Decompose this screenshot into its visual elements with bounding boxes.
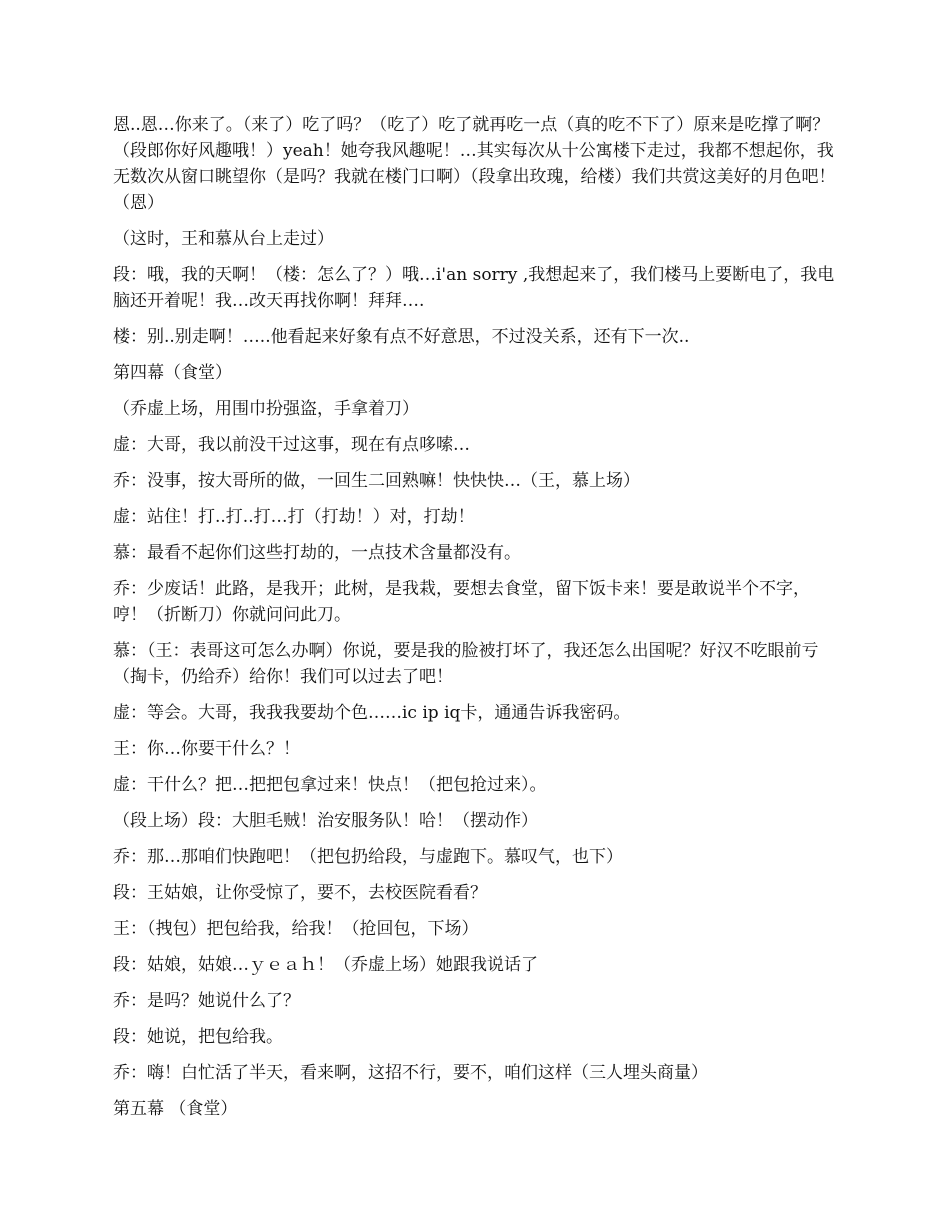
paragraph-12: 慕：（王：表哥这可怎么办啊）你说，要是我的脸被打坏了，我还怎么出国呢？好汉不吃眼前亏（掏卡，仍给乔）给你！我们可以过去了吧！ <box>113 641 819 687</box>
paragraph-23: 乔：嗨！白忙活了半天，看来啊，这招不行，要不，咱们这样（三人埋头商量） <box>113 1063 708 1083</box>
paragraph-18: 段：王姑娘，让你受惊了，要不，去校医院看看？ <box>113 883 487 903</box>
paragraph-1: 恩..恩…你来了。（来了）吃了吗？（吃了）吃了就再吃一点（真的吃不下了）原来是吃撑了啊？（段郎你好风趣哦！）yeah！她夸我风趣呢！…其实每次从十公寓楼下走过，我都不想起你，我无数次从窗口眺望你（是吗？我就在楼门口啊）（段拿出玫瑰，给楼）我们共赏这美好的月色吧！（恩） <box>113 115 836 213</box>
paragraph-6: （乔虚上场，用围巾扮强盗，手拿着刀） <box>113 399 419 419</box>
paragraph-14: 王：你…你要干什么？！ <box>113 739 300 759</box>
paragraph-19: 王：（拽包）把包给我，给我！（抢回包，下场） <box>113 919 479 939</box>
paragraph-7: 虚：大哥，我以前没干过这事，现在有点哆嗦… <box>113 435 470 455</box>
paragraph-15: 虚：干什么？把…把把包拿过来！快点！（把包抢过来）。 <box>113 775 547 795</box>
paragraph-16: （段上场）段：大胆毛贼！治安服务队！哈！（摆动作） <box>113 811 538 831</box>
paragraph-2: （这时，王和慕从台上走过） <box>113 229 334 249</box>
scene-heading-5: 第五幕 （食堂） <box>113 1099 238 1119</box>
paragraph-17: 乔：那…那咱们快跑吧！（把包扔给段，与虚跑下。慕叹气，也下） <box>113 847 623 867</box>
paragraph-20: 段：姑娘，姑娘…ｙｅａｈ！（乔虚上场）她跟我说话了 <box>113 955 538 975</box>
paragraph-3: 段：哦，我的天啊！（楼：怎么了？）哦…i'an sorry ,我想起来了，我们楼马上要断电了，我电脑还开着呢！我…改天再找你啊！拜拜…. <box>113 265 835 311</box>
paragraph-13: 虚：等会。大哥，我我我要劫个色……ic ip iq卡，通通告诉我密码。 <box>113 703 631 723</box>
paragraph-22: 段：她说，把包给我。 <box>113 1027 283 1047</box>
paragraph-9: 虚：站住！打..打..打…打（打劫！）对，打劫！ <box>113 507 475 527</box>
paragraph-21: 乔：是吗？她说什么了？ <box>113 991 300 1011</box>
paragraph-8: 乔：没事，按大哥所的做，一回生二回熟嘛！快快快…（王，慕上场） <box>113 471 640 491</box>
paragraph-11: 乔：少废话！此路，是我开；此树，是我栽，要想去食堂，留下饭卡来！要是敢说半个不字，哼！（折断刀）你就问问此刀。 <box>113 579 810 625</box>
scene-heading-4: 第四幕（食堂） <box>113 363 232 383</box>
paragraph-10: 慕：最看不起你们这些打劫的，一点技术含量都没有。 <box>113 543 521 563</box>
paragraph-4: 楼：别..别走啊！…..他看起来好象有点不好意思，不过没关系，还有下一次.. <box>113 327 690 347</box>
